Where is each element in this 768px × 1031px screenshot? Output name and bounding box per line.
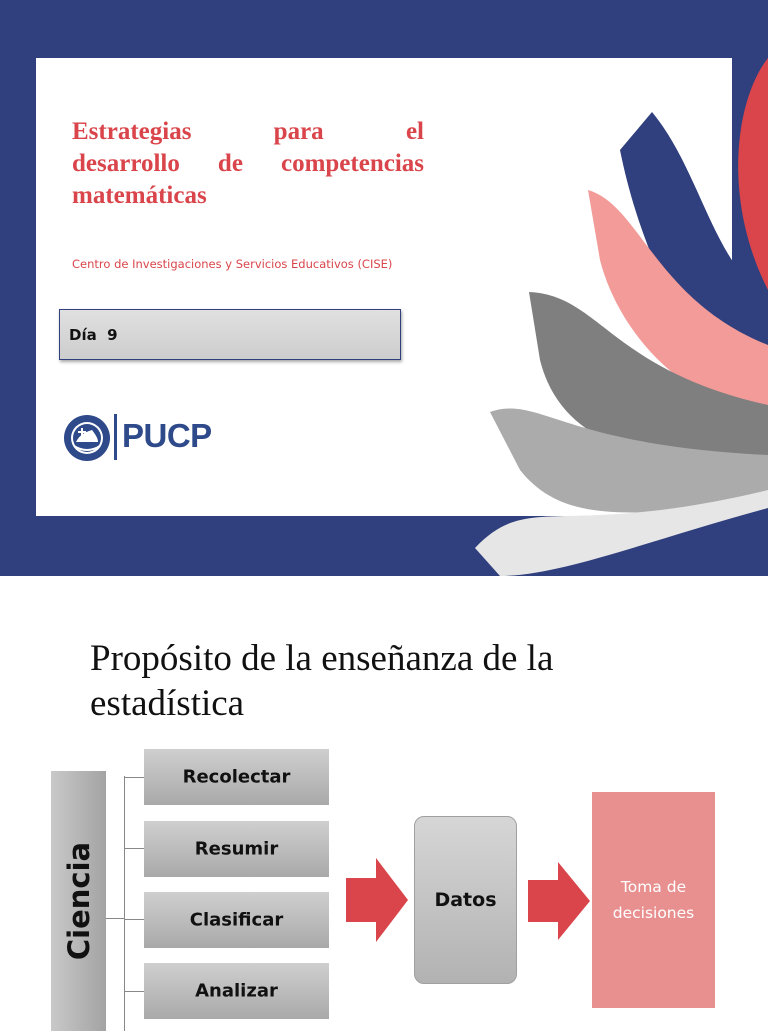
step-resumir <box>144 821 329 877</box>
step-label: Resumir <box>194 838 279 860</box>
step-label: Clasificar <box>189 909 284 931</box>
step-recolectar <box>144 749 329 805</box>
presentation-title <box>72 116 424 212</box>
step-analizar <box>144 963 329 1019</box>
step-label: Recolectar <box>182 766 291 788</box>
tree-connector-2 <box>124 848 144 849</box>
root-label: Ciencia <box>61 841 96 961</box>
ribbon-red <box>738 58 768 290</box>
root-box-ciencia <box>51 771 106 1031</box>
tree-connector-1 <box>124 777 144 778</box>
tree-connector-vertical <box>124 776 125 1031</box>
pucp-logo <box>62 410 232 466</box>
content-slide <box>0 576 768 1024</box>
tree-connector-3 <box>124 919 144 920</box>
slide-title: Propósito de la enseñanza de la estadística <box>90 638 554 724</box>
day-label: Día 9 <box>69 326 118 344</box>
pucp-seal-icon <box>62 410 112 466</box>
decision-label <box>592 874 715 926</box>
day-box <box>59 309 401 360</box>
datos-label: Datos <box>434 889 497 911</box>
step-clasificar <box>144 892 329 948</box>
decision-line: Toma de decisiones <box>612 878 695 922</box>
title-line-2: desarrollo de competencias <box>72 150 424 177</box>
logo-text: PUCP <box>122 417 212 454</box>
organization-subtitle: Centro de Investigaciones y Servicios Educativos (CISE) <box>72 257 393 271</box>
logo-divider <box>114 414 117 460</box>
tree-connector-root <box>106 918 124 919</box>
arrow-right-icon <box>528 862 590 940</box>
title-line-3: matemáticas <box>72 182 207 209</box>
step-label: Analizar <box>195 980 278 1002</box>
datos-box <box>414 816 517 984</box>
arrow-right-icon <box>346 858 408 942</box>
tree-connector-4 <box>124 991 144 992</box>
decision-box <box>592 792 715 1008</box>
title-line-1: Estrategias para el <box>72 118 424 145</box>
